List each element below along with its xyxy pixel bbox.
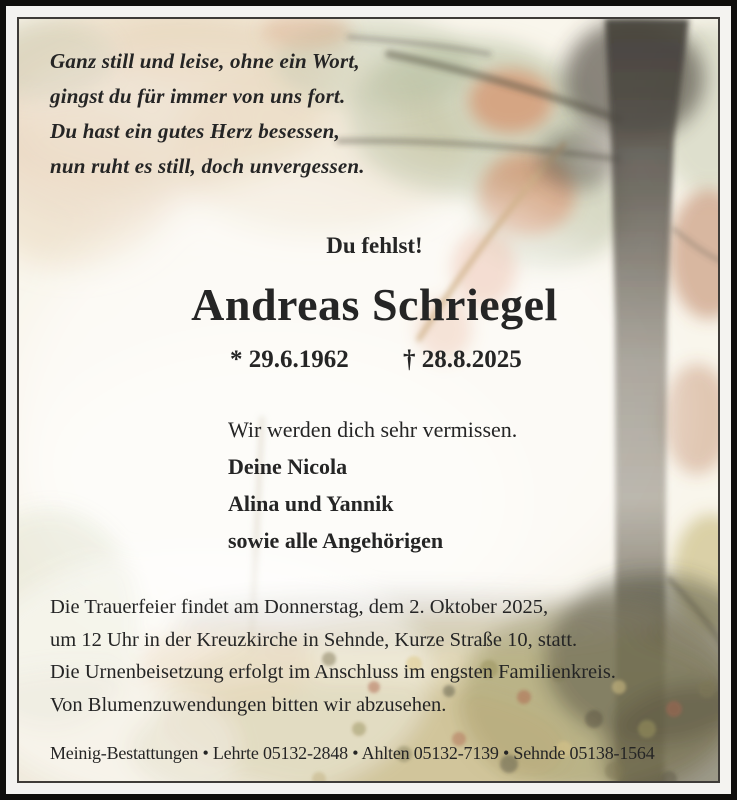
deceased-name: Andreas Schriegel [191,279,558,330]
details-line-2: um 12 Uhr in der Kreuzkirche in Sehnde, Kurze Straße 10, statt. [50,628,578,651]
poem-line-1: Ganz still und leise, ohne ein Wort, [50,49,360,73]
details-line-3: Die Urnenbeisetzung erfolgt im Anschluss im engsten Familienkreis. [50,661,616,683]
life-dates [17,346,720,378]
family-block [228,411,517,559]
text-layer [17,17,720,783]
farewell-line: Wir werden dich sehr vermissen. [228,417,518,442]
details-line-1: Die Trauerfeier findet am Donnerstag, dem 2. Oktober 2025, [50,596,549,618]
funeral-home-contact: Meinig-Bestattungen • Lehrte 05132-2848 • Ahlten 05132-7139 • Sehnde 05138-1564 [50,743,655,763]
frame-white-gap [6,6,731,794]
mourner-1: Deine Nicola [228,454,348,479]
birth-date: * 29.6.1962 [230,346,349,373]
poem-line-2: gingst du für immer von uns fort. [50,84,346,108]
notice-card [17,17,720,783]
death-date: † 28.8.2025 [403,346,522,373]
funeral-details [50,591,616,721]
mourner-3: sowie alle Angehörigen [228,528,444,553]
poem-line-4: nun ruht es still, doch unvergessen. [50,154,365,178]
missing-line: Du fehlst! [326,233,423,258]
poem-line-3: Du hast ein gutes Herz besessen, [50,119,340,143]
mourner-2: Alina und Yannik [228,491,394,516]
details-line-4: Von Blumenzuwendungen bitten wir abzusehen. [50,693,447,716]
poem [50,44,365,184]
